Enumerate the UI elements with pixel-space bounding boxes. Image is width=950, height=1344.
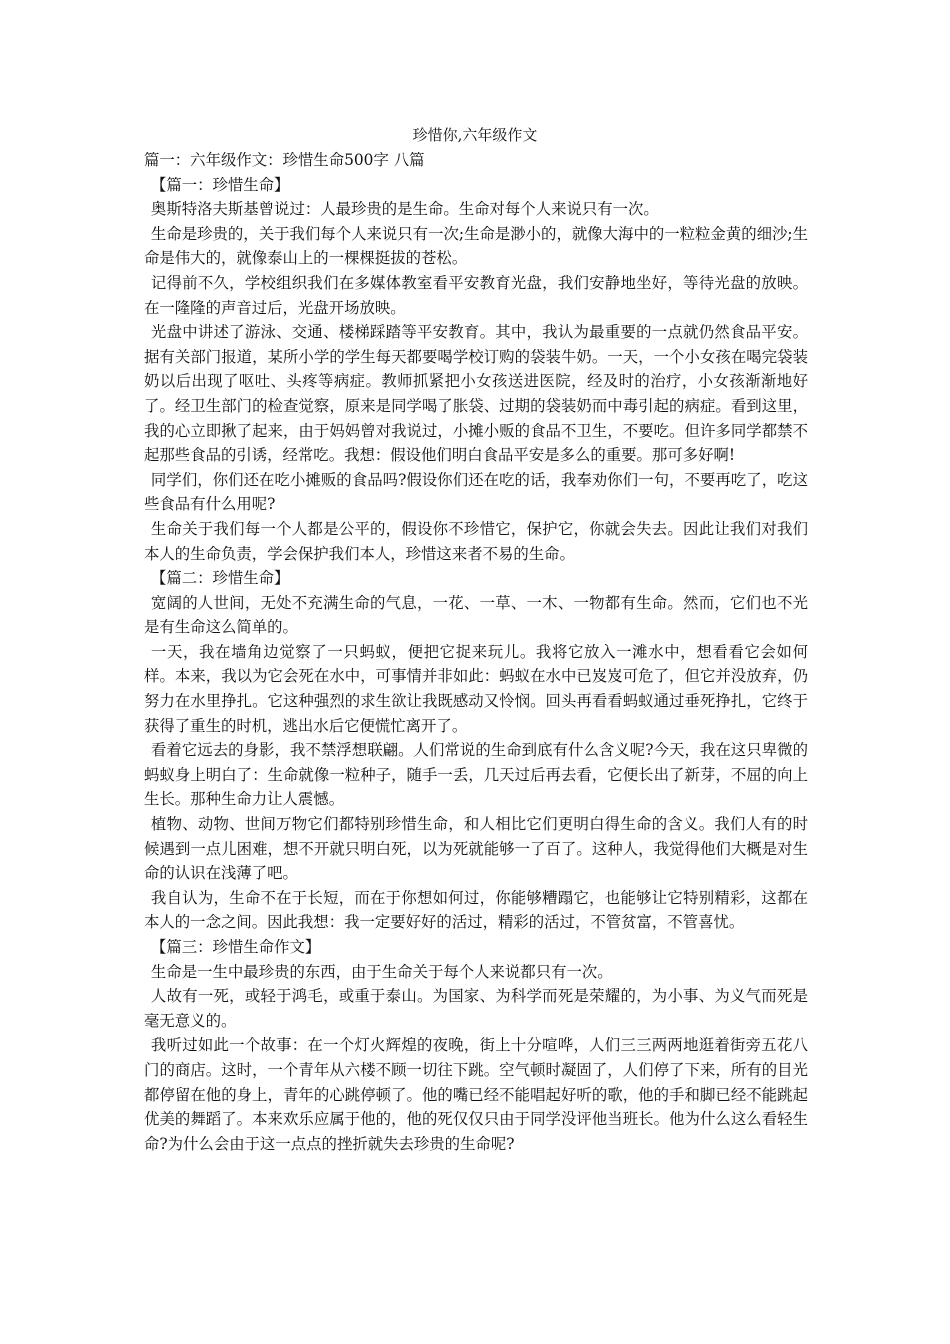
paragraph: 看着它远去的身影，我不禁浮想联翩。人们常说的生命到底有什么含义呢?今天，我在这只卑微的蚂蚁身上明白了：生命就像一粒种子，随手一丢，几天过后再去看，它便长出了新芽，不屈的向上生长。那种生命力让人震憾。 bbox=[144, 741, 808, 809]
section-heading: 【篇一：珍惜生命】 bbox=[150, 175, 290, 194]
paragraph: 宽阔的人世间，无处不充满生命的气息，一花、一草、一木、一物都有生命。然而，它们也不光是有生命这么简单的。 bbox=[144, 593, 808, 637]
paragraph: 记得前不久，学校组织我们在多媒体教室看平安教育光盘，我们安静地坐好，等待光盘的放映。在一隆隆的声音过后，光盘开场放映。 bbox=[144, 273, 808, 317]
paragraph: 我听过如此一个故事：在一个灯火辉煌的夜晚，街上十分喧哗，人们三三两两地逛着街旁五花八门的商店。这时，一个青年从六楼不顾一切往下跳。空气顿时凝固了，人们停了下来，所有的目光都停留在他的身上，青年的心跳停顿了。他的嘴已经不能唱起好听的歌，他的手和脚已经不能跳起优美的舞蹈了。本来欢乐应属于他的，他的死仅仅只由于同学没评他当班长。他为什么这么看轻生命?为什么会由于这一点点的挫折就失去珍贵的生命呢? bbox=[144, 1036, 808, 1153]
paragraph: 生命关于我们每一个人都是公平的，假设你不珍惜它，保护它，你就会失去。因此让我们对我们本人的生命负责，学会保护我们本人，珍惜这来者不易的生命。 bbox=[144, 519, 808, 563]
paragraph: 我自认为，生命不在于长短，而在于你想如何过，你能够糟蹋它，也能够让它特别精彩，这都在本人的一念之间。因此我想：我一定要好好的活过，精彩的活过，不管贫富，不管喜忧。 bbox=[144, 888, 808, 932]
section-heading: 【篇三：珍惜生命作文】 bbox=[150, 938, 321, 956]
document-body bbox=[144, 148, 808, 1156]
section-heading: 【篇二：珍惜生命】 bbox=[150, 569, 290, 588]
paragraph: 生命是珍贵的，关于我们每个人来说只有一次;生命是渺小的，就像大海中的一粒粒金黄的细沙;生命是伟大的，就像泰山上的一棵棵挺拔的苍松。 bbox=[144, 224, 808, 268]
paragraph: 生命是一生中最珍贵的东西，由于生命关于每个人来说都只有一次。 bbox=[150, 962, 613, 981]
paragraph: 一天，我在墙角边觉察了一只蚂蚁，便把它捉来玩儿。我将它放入一滩水中，想看看它会如何样。本来，我以为它会死在水中，可事情并非如此：蚂蚁在水中已岌岌可危了，但它并没放弃，仍努力在水里挣扎。它这种强烈的求生欲让我既感动又怜悯。回头再看看蚂蚁通过垂死挣扎，它终于获得了重生的时机，逃出水后它便慌忙离开了。 bbox=[144, 642, 808, 735]
paragraph: 植物、动物、世间万物它们都特别珍惜生命，和人相比它们更明白得生命的含义。我们人有的时候遇到一点儿困难，想不开就只明白死，以为死就能够一了百了。这种人，我觉得他们大概是对生命的认识在浅薄了吧。 bbox=[144, 815, 808, 883]
paragraph: 人故有一死，或轻于鸿毛，或重于泰山。为国家、为科学而死是荣耀的，为小事、为义气而死是毫无意义的。 bbox=[144, 987, 808, 1030]
paragraph: 奥斯特洛夫斯基曾说过：人最珍贵的是生命。生命对每个人来说只有一次。 bbox=[150, 200, 659, 219]
subtitle: 篇一：六年级作文：珍惜生命500字 八篇 bbox=[144, 151, 425, 169]
document-title: 珍惜你,六年级作文 bbox=[412, 126, 538, 144]
paragraph: 光盘中讲述了游泳、交通、楼梯踩踏等平安教育。其中，我认为最重要的一点就仍然食品平安。据有关部门报道，某所小学的学生每天都要喝学校订购的袋装牛奶。一天，一个小女孩在喝完袋装奶以后出现了呕吐、头疼等病症。教师抓紧把小女孩送进医院，经及时的治疗，小女孩渐渐地好了。经卫生部门的检查觉察，原来是同学喝了胀袋、过期的袋装奶而中毒引起的病症。看到这里，我的心立即揪了起来，由于妈妈曾对我说过，小摊小贩的食品不卫生，不要吃。但许多同学都禁不起那些食品的引诱，经常吃。我想：假设他们明白食品平安是多么的重要。那可多好啊! bbox=[144, 323, 808, 465]
paragraph: 同学们，你们还在吃小摊贩的食品吗?假设你们还在吃的话，我奉劝你们一句，不要再吃了，吃这些食品有什么用呢? bbox=[144, 470, 808, 514]
